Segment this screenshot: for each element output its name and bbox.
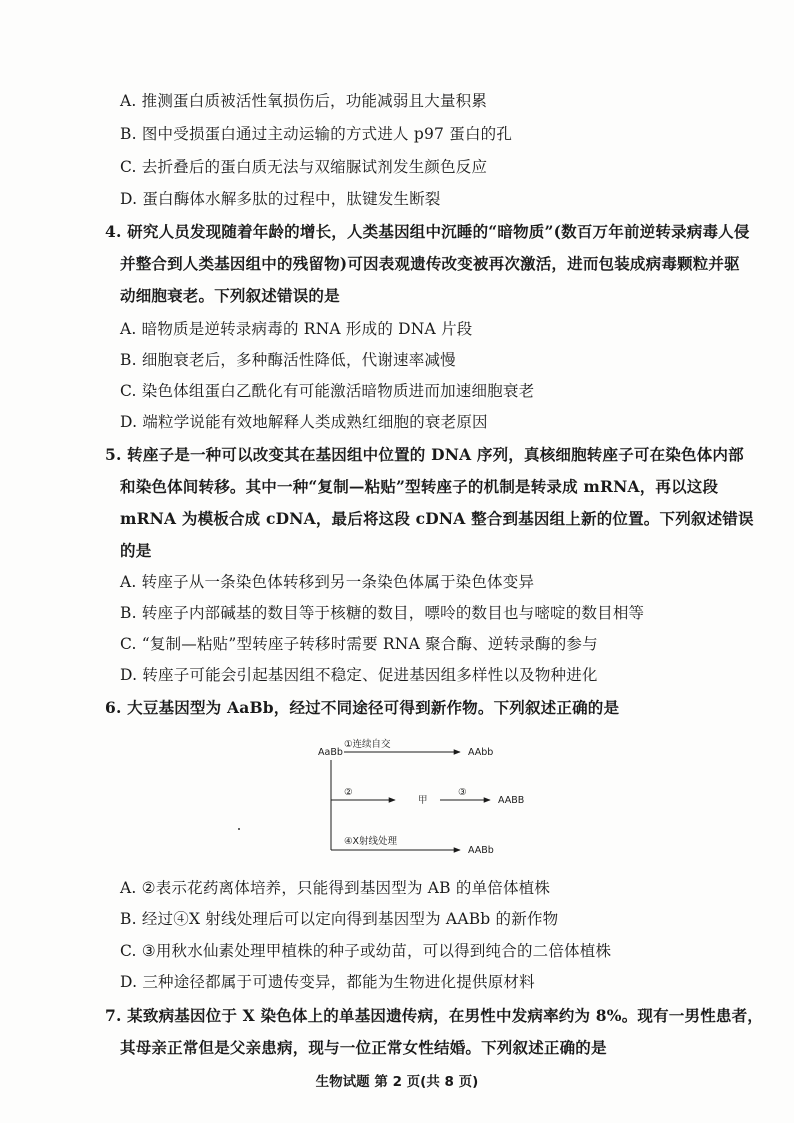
q5-stem-line-3: mRNA 为模板合成 cDNA，最后将这段 cDNA 整合到基因组上新的位置。下列叙述错误 [120,509,754,528]
q3-option-a: A. 推测蛋白质被活性氧损伤后，功能减弱且大量积累 [120,92,488,110]
q5-stem-line-4: 的是 [120,541,152,560]
q3-option-c: C. 去折叠后的蛋白质无法与双缩脲试剂发生颜色反应 [120,158,488,176]
q4-option-d: D. 端粒学说能有效地解释人类成熟红细胞的衰老原因 [120,413,488,431]
scan-speck [238,828,240,830]
path1-end-label: AAbb [468,747,494,758]
q7-stem-line-1: 7. 某致病基因位于 X 染色体上的单基因遗传病，在男性中发病率约为 8%。现有一男性患者， [105,1006,764,1025]
breeding-diagram [310,732,560,862]
q5-option-c: C. “复制—粘贴”型转座子转移时需要 RNA 聚合酶、逆转录酶的参与 [120,635,598,653]
page-footer: 生物试题 第 2 页(共 8 页) [315,1074,479,1090]
q6-stem-line-1: 6. 大豆基因型为 AaBb，经过不同途径可得到新作物。下列叙述正确的是 [105,698,620,717]
diagram-start-label: AaBb [318,747,343,758]
path3-label: ③ [458,787,467,798]
q4-option-a: A. 暗物质是逆转录病毒的 RNA 形成的 DNA 片段 [120,320,473,338]
q5-option-b: B. 转座子内部碱基的数目等于核糖的数目，嘌呤的数目也与嘧啶的数目相等 [120,604,645,622]
q6-option-c: C. ③用秋水仙素处理甲植株的种子或幼苗，可以得到纯合的二倍体植株 [120,942,612,960]
q5-stem-line-1: 5. 转座子是一种可以改变其在基因组中位置的 DNA 序列，真核细胞转座子可在染色体内部 [105,445,744,464]
path2-label: ② [344,787,353,798]
q7-stem-line-2: 其母亲正常但是父亲患病，现与一位正常女性结婚。下列叙述正确的是 [120,1038,607,1057]
path4-end-label: AABb [468,845,494,856]
q6-option-d: D. 三种途径都属于可遗传变异，都能为生物进化提供原材料 [120,973,535,991]
q5-stem-line-2: 和染色体间转移。其中一种“复制—粘贴”型转座子的机制是转录成 mRNA，再以这段 [120,477,719,496]
q3-option-b: B. 图中受损蛋白通过主动运输的方式进人 p97 蛋白的孔 [120,125,513,143]
q4-option-c: C. 染色体组蛋白乙酰化有可能激活暗物质进而加速细胞衰老 [120,382,535,400]
diagram-middle-label: 甲 [418,795,428,806]
path4-label: ④X射线处理 [344,836,398,847]
q5-option-d: D. 转座子可能会引起基因组不稳定、促进基因组多样性以及物种进化 [120,666,598,684]
q6-option-a: A. ②表示花药离体培养，只能得到基因型为 AB 的单倍体植株 [120,879,551,897]
q4-option-b: B. 细胞衰老后，多种酶活性降低，代谢速率减慢 [120,351,456,369]
q4-stem-line-3: 动细胞衰老。下列叙述错误的是 [120,286,340,305]
path1-label: ①连续自交 [344,739,391,750]
q6-option-b: B. 经过④X 射线处理后可以定向得到基因型为 AABb 的新作物 [120,910,559,928]
q3-option-d: D. 蛋白酶体水解多肽的过程中，肽键发生断裂 [120,190,441,208]
q4-stem-line-1: 4. 研究人员发现随着年龄的增长，人类基因组中沉睡的“暗物质”(数百万年前逆转录病毒人侵 [105,222,750,241]
q4-stem-line-2: 并整合到人类基因组中的残留物)可因表观遗传改变被再次激活，进而包装成病毒颗粒并驱 [120,254,740,273]
q5-option-a: A. 转座子从一条染色体转移到另一条染色体属于染色体变异 [120,573,535,591]
path3-end-label: AABB [498,795,525,806]
